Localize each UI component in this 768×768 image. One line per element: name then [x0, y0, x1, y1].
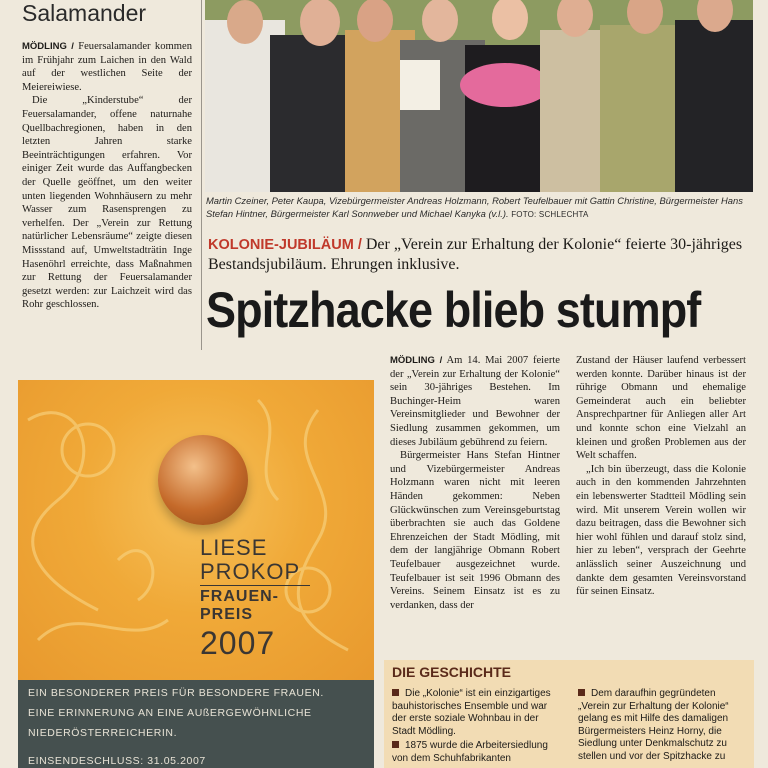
kicker-label: KOLONIE-JUBILÄUM / — [208, 237, 362, 253]
article-paragraph: Zustand der Häuser laufend verbessert werden konnte. Darüber hinaus ist der rührige Obmann und ehemalige Gemeinderat auch ein beliebter Ansprechpartner für Anliegen aller Art und konnte schon eine Vielzahl an kleinen und großen Problemen aus der Welt schaffen. — [576, 355, 746, 462]
photo-credit: FOTO: SCHLECHTA — [511, 209, 589, 219]
group-photo — [205, 0, 753, 192]
photo-caption — [206, 195, 754, 221]
history-box-title: DIE GESCHICHTE — [392, 664, 512, 680]
kicker-text: Der „Verein zur Erhaltung der Kolonie“ feierte 30-jähriges Bestandsjubiläum. Ehrungen inklusive. — [208, 236, 743, 273]
article-column-1 — [390, 354, 560, 612]
article-kicker — [208, 235, 753, 275]
article-column-2 — [576, 354, 746, 599]
ad-tagline-1: EIN BESONDERER PREIS FÜR BESONDERE FRAUEN. — [28, 687, 324, 699]
history-item: Dem daraufhin gegründeten „Verein zur Erhaltung der Kolonie“ gelang es mit Hilfe des damaligen Bürgermeisters Heinz Horny, die Siedlung unter Denkmalschutz zu stellen und vor der Spitzhacke zu — [578, 688, 729, 762]
bullet-square-icon — [392, 689, 399, 696]
article-paragraph: Bürgermeister Hans Stefan Hintner und Vizebürgermeister Andreas Holzmann waren nicht mit leeren Händen gekommen: Neben Glückwünschen zum Vereinsgeburtstag überbrachten sie auch das Goldene Ehrenzeichen der Stadt Mödling, mit dem der langjährige Obmann Robert Teufelbauer ausgezeichnet wurde. Teufelbauer ist seit 1996 Obmann des Vereins. Seinem Einsatz ist es zu verdanken, dass der — [390, 450, 560, 611]
ad-tagline-2: EINE ERINNERUNG AN EINE AUßERGEWÖHNLICHE — [28, 707, 312, 719]
salamander-paragraph-1: MÖDLING / Feuersalamander kommen im Frühjahr zum Laichen in den Wald auf der westlichen Seite der Meiereiwiese. — [22, 41, 192, 93]
history-item: Die „Kolonie“ ist ein einzigartiges bauhistorisches Ensemble und war der erste soziale Wohnbau in der Stadt Mödling. — [392, 688, 551, 737]
golden-sphere-icon — [158, 435, 248, 525]
salamander-article-body — [22, 40, 192, 312]
history-item: 1875 wurde die Arbeitersiedlung von dem Schuhfabrikanten — [392, 740, 548, 764]
article-dateline: MÖDLING / — [390, 355, 443, 366]
ad-tagline-3: NIEDERÖSTERREICHERIN. — [28, 727, 178, 739]
ad-deadline: EINSENDESCHLUSS: 31.05.2007 — [28, 755, 206, 767]
ad-year: 2007 — [200, 625, 276, 661]
bullet-square-icon — [578, 689, 585, 696]
ad-prize-line-2: PREIS — [200, 606, 254, 623]
column-divider — [201, 0, 202, 350]
salamander-paragraph-2: Die „Kinderstube“ der Feuersalamander, offene naturnahe Quellbachregionen, haben in den letzten Jahren starke Beeinträchtigungen erfahren. Vor einiger Zeit wurde das Auffangbecken der Quelle geöffnet, um den weiter unten liegenden Wohnhäusern zu mehr Wasser zum Rasensprengen zu verhelfen. Der „Verein zur Rettung natürlicher Lebensräume“ zeigte diesen Missstand auf, Umweltstadträtin Inge Hasenöhrl erreichte, dass Maßnahmen zur Rettung der Feuersalamander gesetzt werden: zur Laichzeit wird das Rohr geschlossen. — [22, 95, 192, 311]
article-paragraph: „Ich bin überzeugt, dass die Kolonie auch in den kommenden Jahrzehnten ein lebenswerter Stadtteil Mödling sein wird. Mit unserem Verein wollen wir dazu beitragen, dass die Bewohner sich hier wohl fühlen und darauf stolz sind, hier zu leben“, versprach der Geehrte anlässlich seiner Auszeichnung und dankte dem gesamten Vereinsvorstand für seinen Einsatz. — [576, 463, 746, 598]
article-headline: Spitzhacke blieb stumpf — [206, 282, 701, 338]
history-column-2 — [578, 688, 748, 765]
prize-advertisement — [18, 380, 374, 768]
salamander-headline: Salamander — [22, 0, 147, 26]
article-paragraph: MÖDLING / Am 14. Mai 2007 feierte der „Verein zur Erhaltung der Kolonie“ sein 30-jähriges Bestehen. Im Buchinger-Heim waren Vereinsmitglieder und Bewohner der Siedlung zusammen gekommen, um dieses Jubiläum gebührend zu feiern. — [390, 355, 560, 448]
ad-name-line-1: LIESE — [200, 535, 268, 560]
salamander-dateline: MÖDLING / — [22, 41, 74, 52]
bullet-square-icon — [392, 741, 399, 748]
ad-prize-line-1: FRAUEN- — [200, 588, 279, 605]
history-column-1 — [392, 688, 562, 767]
ad-name-line-2: PROKOP — [200, 559, 301, 584]
ad-ornament-icon — [18, 380, 374, 680]
group-photo-illustration — [205, 0, 753, 192]
ad-rule — [200, 585, 310, 586]
photo-caption-text: Martin Czeiner, Peter Kaupa, Vizebürgermeister Andreas Holzmann, Robert Teufelbauer mit Gattin Christine, Bürgermeister Hans Stefan Hintner, Bürgermeister Karl Sonnweber und Michael Kanyka (v.l.). — [206, 195, 743, 219]
ad-ornament-background — [18, 380, 374, 680]
